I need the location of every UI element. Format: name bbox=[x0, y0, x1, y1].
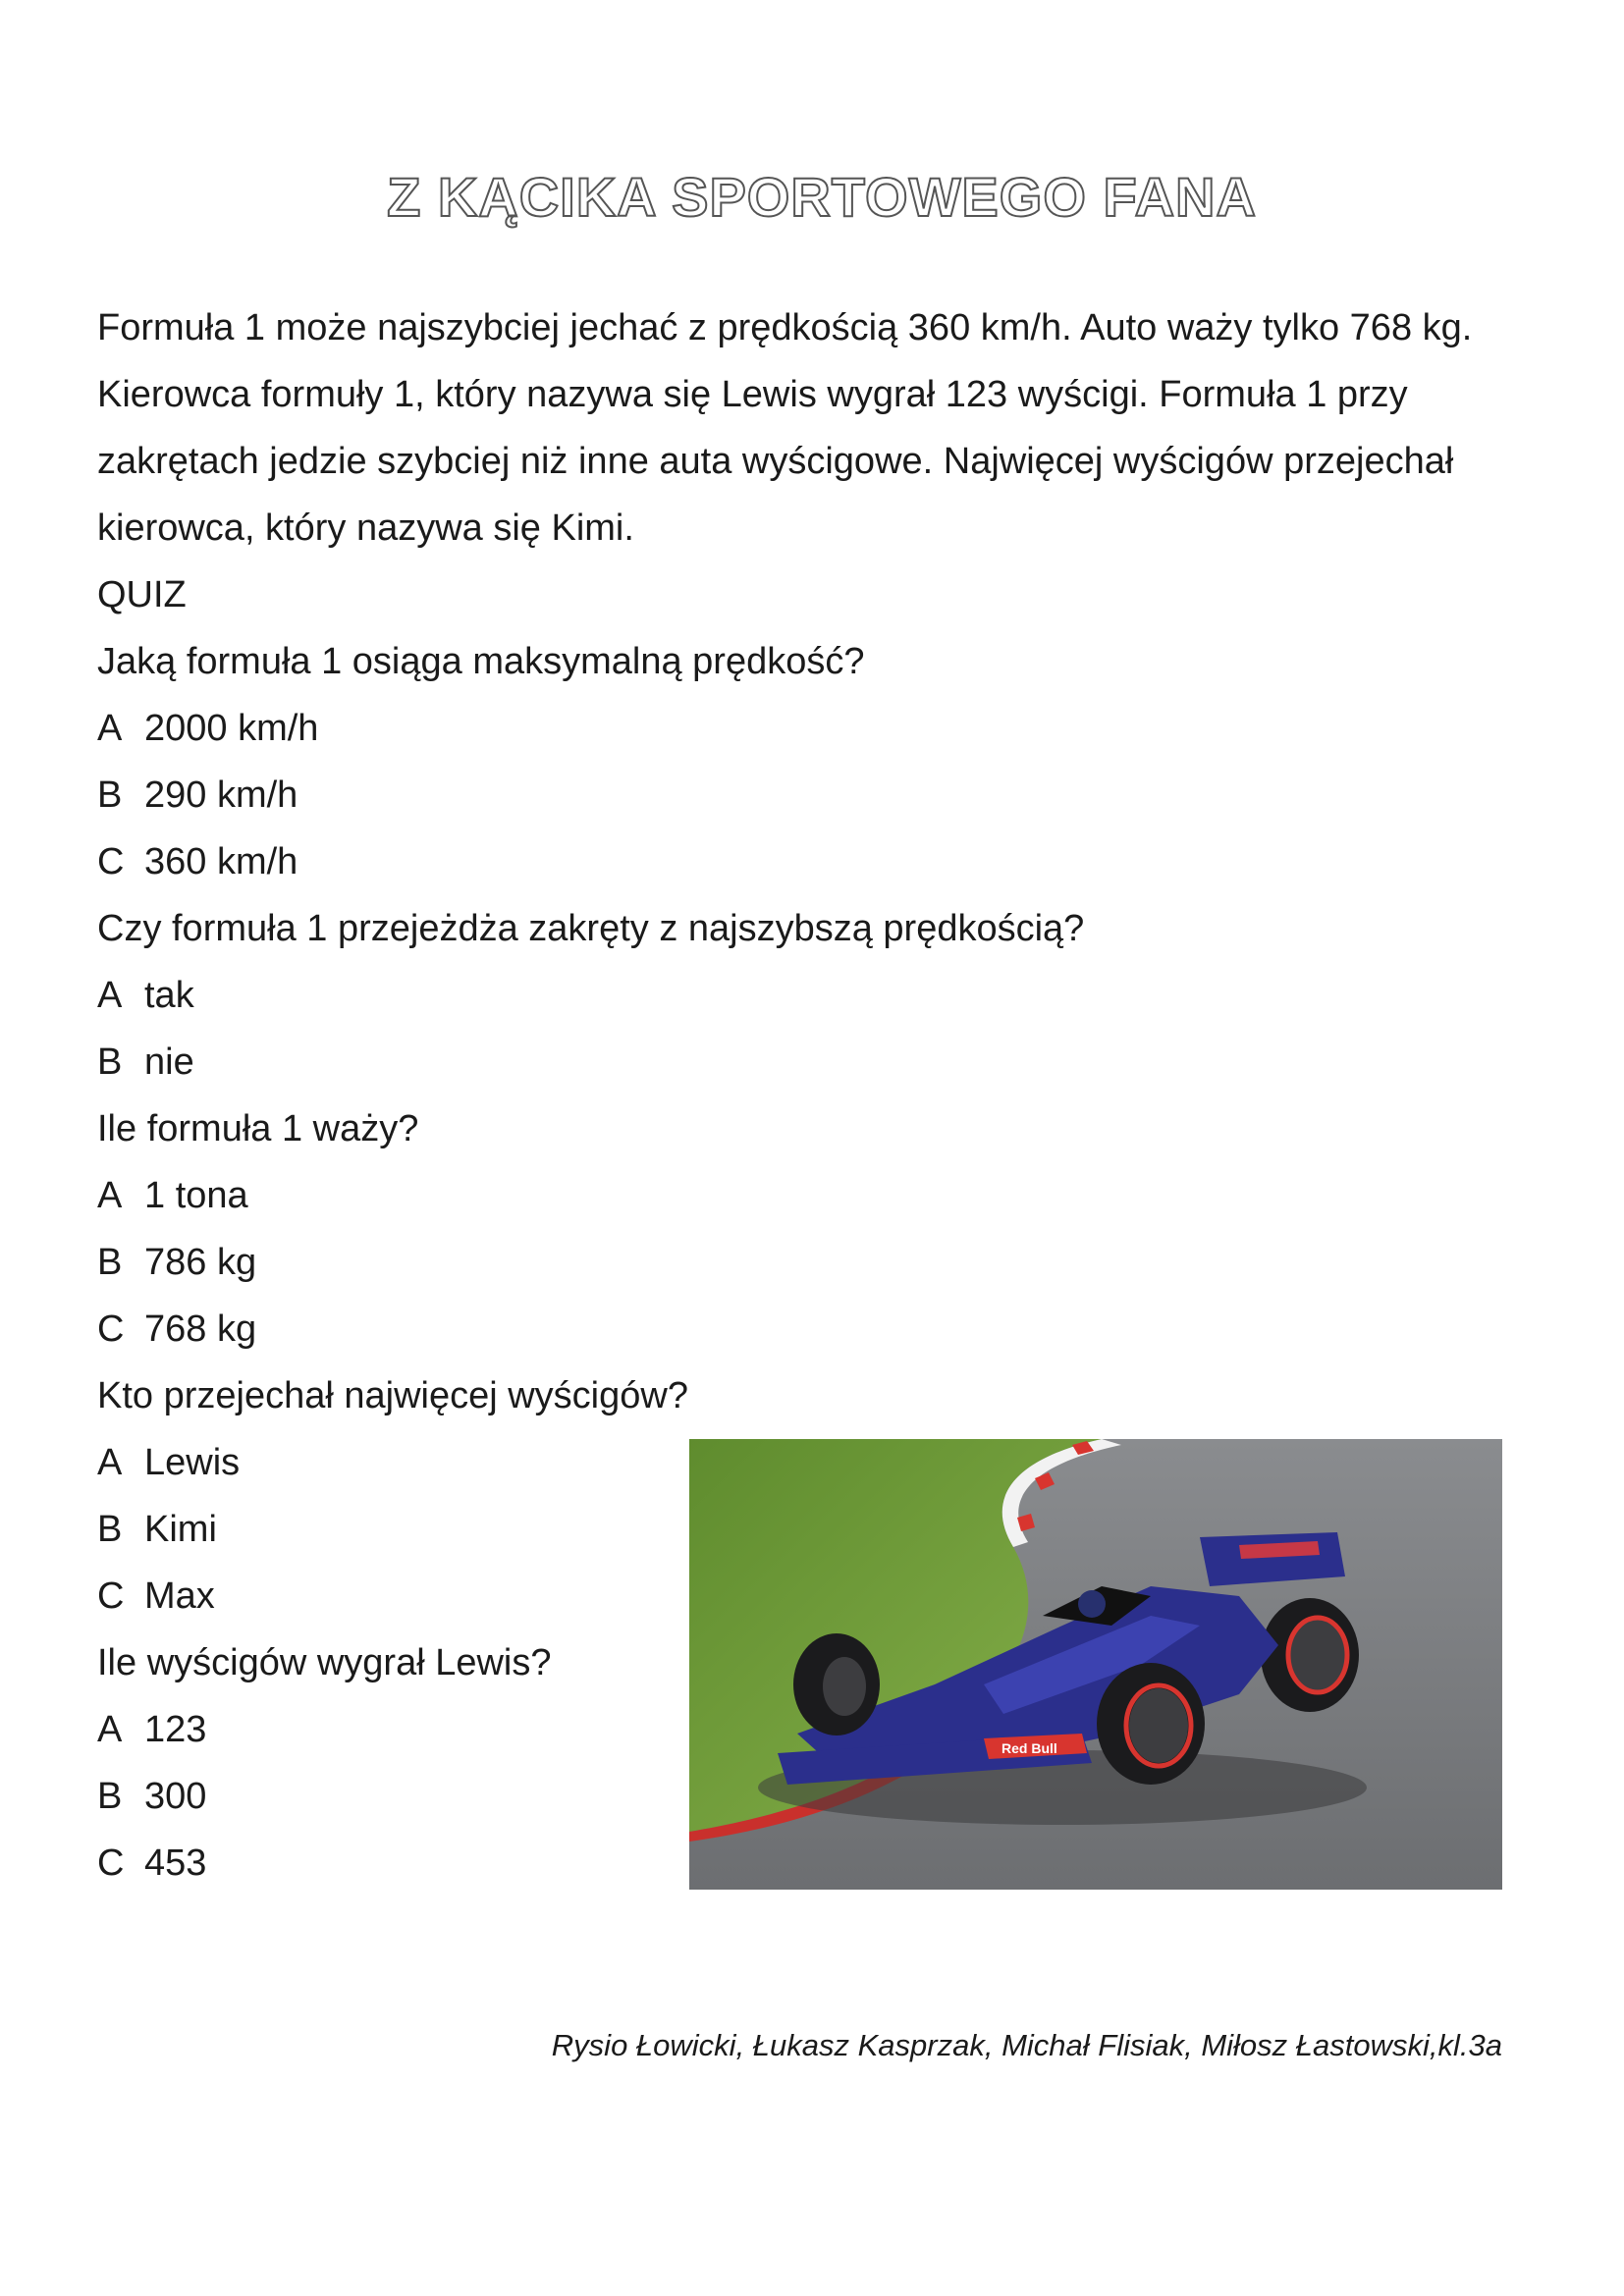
option-letter: A bbox=[97, 1442, 123, 1483]
quiz-option bbox=[97, 1763, 726, 1830]
option-letter: C bbox=[97, 1308, 125, 1350]
option-letter: B bbox=[97, 1509, 123, 1550]
quiz-option bbox=[97, 1496, 726, 1563]
quiz-option bbox=[97, 1563, 726, 1629]
option-text: Lewis bbox=[144, 1442, 241, 1483]
quiz-question: Ile wyścigów wygrał Lewis? bbox=[97, 1642, 552, 1683]
quiz-option bbox=[97, 1429, 726, 1496]
f1-car-photo bbox=[689, 1439, 1502, 1890]
option-text: 786 kg bbox=[144, 1242, 257, 1283]
quiz-option bbox=[97, 762, 726, 828]
driver-helmet bbox=[1078, 1590, 1106, 1618]
quiz-option bbox=[97, 1029, 726, 1095]
quiz-option bbox=[97, 1296, 726, 1362]
car-livery-text: Red Bull bbox=[1001, 1740, 1057, 1756]
option-text: Kimi bbox=[144, 1509, 217, 1550]
option-text: 360 km/h bbox=[144, 841, 298, 882]
quiz-question: Ile formuła 1 waży? bbox=[97, 1108, 419, 1149]
option-letter: C bbox=[97, 1842, 125, 1884]
option-text: 453 bbox=[144, 1842, 207, 1884]
quiz-question: Jaką formuła 1 osiąga maksymalną prędkość? bbox=[97, 641, 865, 682]
option-letter: C bbox=[97, 841, 125, 882]
option-letter: B bbox=[97, 1041, 123, 1083]
quiz-option bbox=[97, 1830, 726, 1896]
option-letter: A bbox=[97, 1709, 123, 1750]
race-scene-illustration bbox=[689, 1439, 1502, 1890]
page-title: Z KĄCIKA SPORTOWEGO FANA bbox=[387, 166, 1257, 228]
quiz-option bbox=[97, 1229, 726, 1296]
option-letter: C bbox=[97, 1575, 125, 1617]
option-text: 300 bbox=[144, 1776, 207, 1817]
option-text: nie bbox=[144, 1041, 194, 1083]
quiz-heading: QUIZ bbox=[97, 574, 187, 615]
quiz-option bbox=[97, 695, 726, 762]
option-letter: B bbox=[97, 1776, 123, 1817]
option-letter: A bbox=[97, 975, 123, 1016]
option-letter: A bbox=[97, 708, 123, 749]
quiz-option bbox=[97, 962, 726, 1029]
quiz-option bbox=[97, 1696, 726, 1763]
option-text: 1 tona bbox=[144, 1175, 248, 1216]
option-letter: B bbox=[97, 1242, 123, 1283]
option-letter: A bbox=[97, 1175, 123, 1216]
quiz-option bbox=[97, 1162, 726, 1229]
option-text: 123 bbox=[144, 1709, 207, 1750]
quiz-question: Czy formuła 1 przejeżdża zakręty z najszybszą prędkością? bbox=[97, 908, 1085, 949]
option-text: tak bbox=[144, 975, 194, 1016]
option-letter: B bbox=[97, 774, 123, 816]
quiz-option bbox=[97, 828, 726, 895]
option-text: 290 km/h bbox=[144, 774, 298, 816]
option-text: Max bbox=[144, 1575, 215, 1617]
quiz-question: Kto przejechał najwięcej wyścigów? bbox=[97, 1375, 688, 1416]
article-text: Formuła 1 może najszybciej jechać z prędkością 360 km/h. Auto waży tylko 768 kg. Kierowca formuły 1, który nazywa się Lewis wygrał 123 wyścigi. Formuła 1 przy zakrętach jedzie szybciej niż inne auta wyścigowe. Najwięcej wyścigów przejechał kierowca, który nazywa się Kimi. bbox=[97, 307, 1473, 549]
option-text: 2000 km/h bbox=[144, 708, 319, 749]
credits: Rysio Łowicki, Łukasz Kasprzak, Michał Flisiak, Miłosz Łastowski,kl.3a bbox=[551, 2028, 1502, 2062]
option-text: 768 kg bbox=[144, 1308, 257, 1350]
